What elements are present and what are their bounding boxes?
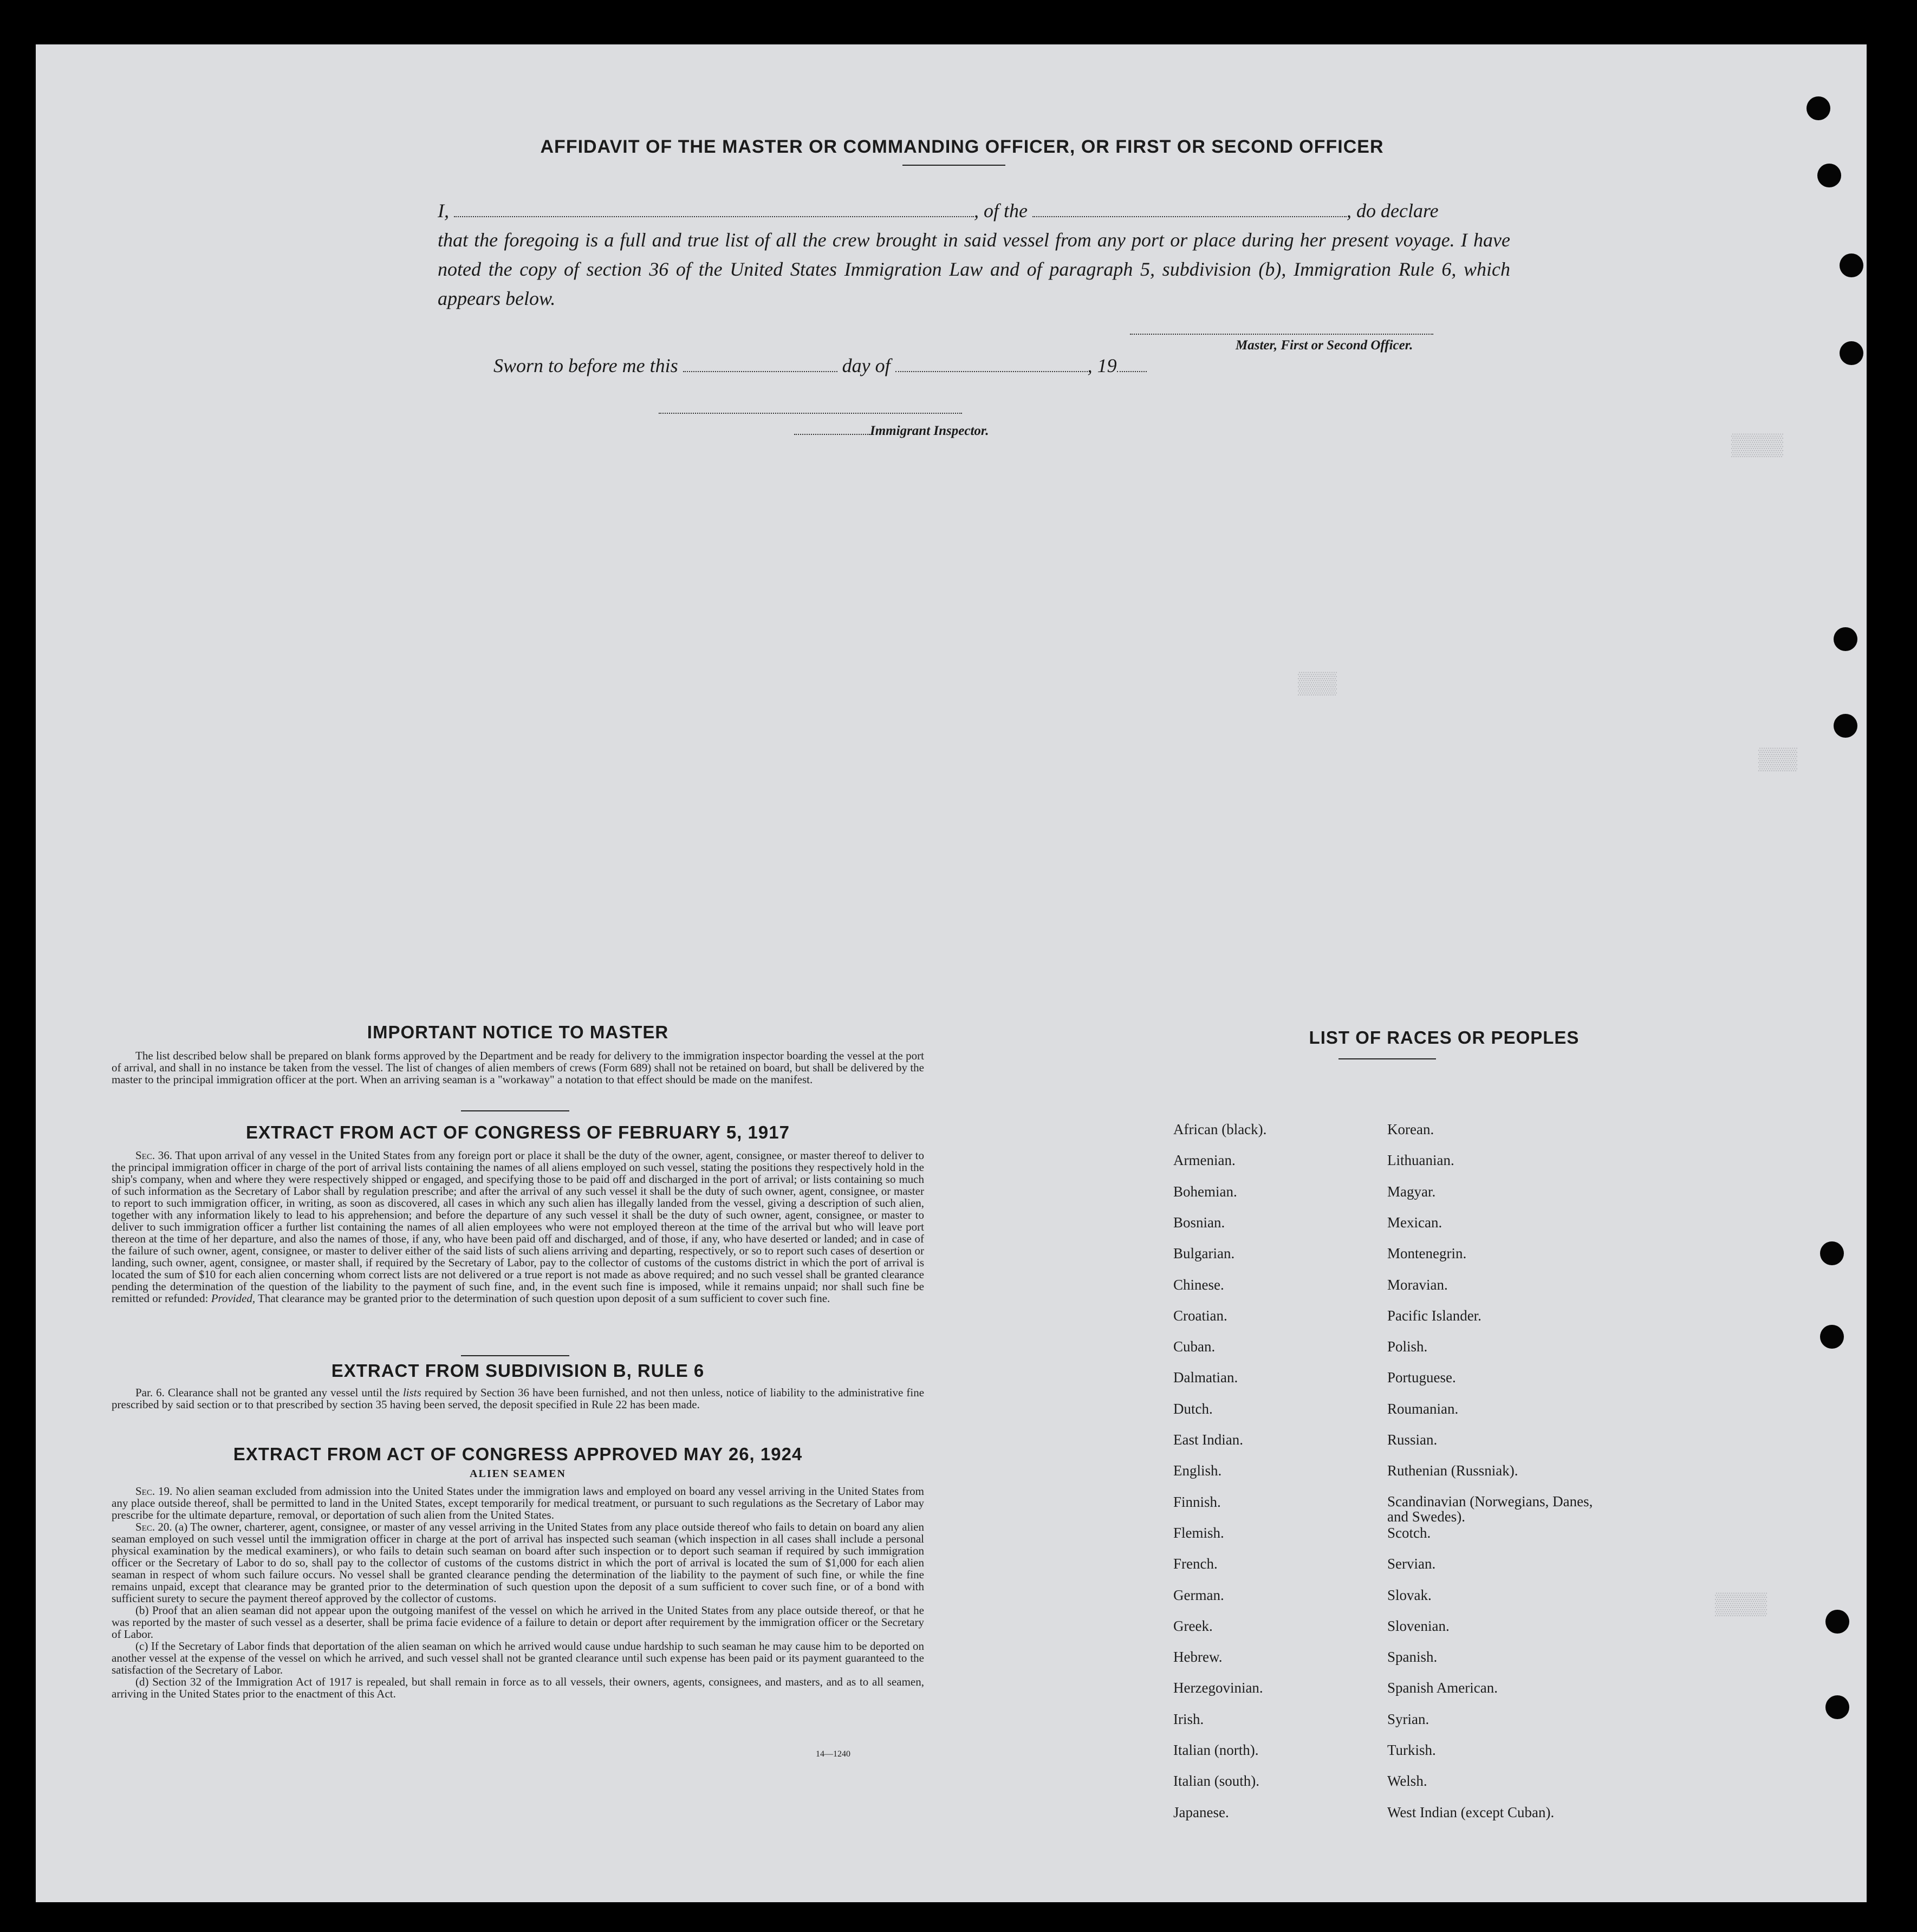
alien-seamen-subtitle: ALIEN SEAMEN (470, 1468, 566, 1480)
race-item: Servian. (1387, 1556, 1436, 1572)
title-underline (902, 165, 1005, 166)
race-item: Slovenian. (1387, 1618, 1450, 1634)
race-item: Russian. (1387, 1432, 1438, 1448)
race-item: East Indian. (1173, 1432, 1243, 1448)
par-6-text (112, 1387, 924, 1410)
day-of-label: day of (842, 355, 891, 376)
race-item: Bohemian. (1173, 1183, 1237, 1200)
form-number: 14—1240 (816, 1749, 850, 1759)
race-item: Armenian. (1173, 1152, 1236, 1168)
race-item: French. (1173, 1556, 1218, 1572)
race-item: Scandinavian (Norwegians, Danes, and Swedes). (1387, 1493, 1593, 1525)
bleed-through-mark: ▒▒▒ (1758, 749, 1798, 773)
race-item: Greek. (1173, 1618, 1213, 1634)
section-19-body: No alien seaman excluded from admission into the United States under the immigration laws and employed on board any vessel arriving in the United States from any place outside thereof, shall be permitted to land in the United States, except temporarily for medical treatment, or pursuant to such regulations as the Secretary of Labor may prescribe for the ultimate departure, removal, or deportation of such alien from the United States. (112, 1485, 925, 1521)
races-title-underline (1338, 1058, 1436, 1059)
race-item: Spanish American. (1387, 1680, 1498, 1696)
race-item: Chinese. (1173, 1277, 1224, 1293)
form-sheet (36, 44, 1867, 1902)
race-item: Korean. (1387, 1121, 1434, 1137)
binder-hole (1825, 1610, 1849, 1634)
sworn-line (493, 354, 1147, 377)
race-item: Slovak. (1387, 1587, 1432, 1603)
race-item: Herzegovinian. (1173, 1680, 1263, 1696)
affidavit-title: AFFIDAVIT OF THE MASTER OR COMMANDING OFFICER, OR FIRST OR SECOND OFFICER (540, 136, 1384, 157)
race-item: Dalmatian. (1173, 1369, 1238, 1385)
section-36-body: That upon arrival of any vessel in the United States from any foreign port or place it shall be the duty of the owner, agent, consignee, or master thereof to deliver to the principal immigration officer in charge of the port of arrival lists containing the names of all aliens employed on such vessel, stating the positions they respectively hold in the ship's company, when and where they were respectively shipped or engaged, and specifying those to be paid off and discharged in the port of arrival; or lists containing so much of such information as the Secretary of Labor shall by regulation prescribe; and after the arrival of any such vessel it shall be the duty of such owner, agent, consignee, or master to report to such immigration officer, in writing, as soon as discovered, all cases in which any such alien has illegally landed from the vessel, giving a description of such alien, together with any information likely to lead to his apprehension; and before the departure of any such vessel it shall be the duty of such owner, agent, consignee, or master to deliver to such immigration officer a further list containing the names of all alien employees who were not employed thereon at the time of the arrival but who will leave port thereon at the time of her departure, and also the names of those, if any, who have been paid off and discharged, and of those, if any, who have deserted or landed; and in case of the failure of such owner, agent, consignee, or master to deliver either of the said lists of such aliens arriving and departing, respectively, or so to report such cases of desertion or landing, such owner, agent, consignee, or master shall, if required by the Secretary of Labor, pay to the collector of customs of the customs district in which the port of arrival is located the sum of $10 for each alien concerning whom correct lists are not delivered or a true report is not made as above required; and no such vessel shall be granted clearance pending the determination of the question of the liability to the payment of such fine, and, in the event such fine is imposed, while it remains unpaid; nor shall such fine be remitted or refunded: (112, 1149, 924, 1305)
bleed-through-mark: ▒▒▒▒ (1731, 434, 1784, 459)
master-signature-line[interactable] (1130, 334, 1433, 335)
section-36-text (112, 1149, 924, 1304)
race-item: Turkish. (1387, 1742, 1436, 1758)
races-title: LIST OF RACES OR PEOPLES (1309, 1027, 1580, 1048)
act-1924-title: EXTRACT FROM ACT OF CONGRESS APPROVED MAY 26, 1924 (233, 1444, 803, 1464)
bleed-through-mark: ▒▒▒▒ (1715, 1593, 1767, 1618)
race-item: Italian (north). (1173, 1742, 1259, 1758)
sworn-day-field[interactable] (683, 355, 837, 372)
race-item: Spanish. (1387, 1649, 1438, 1665)
act-1917-title: EXTRACT FROM ACT OF CONGRESS OF FEBRUARY 5, 1917 (246, 1122, 790, 1142)
notice-title: IMPORTANT NOTICE TO MASTER (367, 1022, 669, 1042)
par-6-after: required by Section 36 have been furnished, and not then unless, notice of liability to the administrative fine prescribed by said section or to that prescribed by section 35 having been served, the deposit specified in Rule 22 has been made. (112, 1386, 925, 1411)
race-item: Syrian. (1387, 1711, 1429, 1727)
race-item: English. (1173, 1462, 1222, 1479)
officer-name-field[interactable] (454, 200, 974, 217)
of-the-label: , of the (974, 200, 1028, 222)
race-item: Mexican. (1387, 1214, 1442, 1231)
notice-text: The list described below shall be prepared on blank forms approved by the Department and be ready for delivery to the immigration inspector boarding the vessel at the port of arrival, and shall in no instance be taken from the vessel. The list of changes of alien members of crews (Form 689) shall not be retained on board, but shall be delivered by the master to the principal immigration officer at the port. When an arriving seaman is a "workaway" a notation to that effect should be made on the manifest. (112, 1049, 924, 1086)
binder-hole (1806, 96, 1830, 120)
section-19-text (112, 1485, 924, 1521)
act-1917-paragraph (112, 1149, 924, 1304)
sworn-month-field[interactable] (895, 355, 1088, 372)
race-item: Magyar. (1387, 1183, 1436, 1200)
binder-hole (1840, 253, 1863, 277)
section-20b-text: (b) Proof that an alien seaman did not appear upon the outgoing manifest of the vessel on which he arrived in the United States from any place outside thereof, or that he was reported by the master of such vessel as a deserter, shall be prima facie evidence of a failure to detain or deport after requirement by the immigration officer or the Secretary of Labor. (112, 1604, 924, 1641)
race-item: Irish. (1173, 1711, 1204, 1727)
race-item: Scotch. (1387, 1525, 1431, 1541)
section-36-label: Sec. 36. (135, 1149, 172, 1162)
notice-divider (461, 1110, 569, 1111)
master-signature-caption: Master, First or Second Officer. (1236, 338, 1413, 353)
vessel-name-field[interactable] (1032, 200, 1347, 217)
bleed-through-mark: ▒▒▒ (1298, 673, 1337, 697)
sworn-prefix: Sworn to before me this (493, 355, 678, 376)
section-20a-body: (a) The owner, charterer, agent, consignee, or master of any vessel arriving in the United States from any place outside thereof who fails to detain on board any alien seaman employed on such vessel until the immigration officer in charge at the port of arrival has inspected such seaman (which inspection in all cases shall include a personal physical examination by the medical examiners), or who fails to detain such seaman on board after such inspection or to deport such seaman if required by such immigration officer or the Secretary of Labor to do so, shall pay to the collector of customs of the customs district in which the port of arrival is located the sum of $1,000 for each alien seaman in respect of whom such failure occurs. No vessel shall be granted clearance pending the determination of the liability to the payment of such fine, or while the fine remains unpaid, except that clearance may be granted prior to the determination of such question upon the deposit of a sum sufficient to cover such fine, or of a bond with sufficient surety to secure the payment thereof approved by the collector of customs. (112, 1520, 925, 1605)
binder-hole (1834, 714, 1857, 738)
race-item: Lithuanian. (1387, 1152, 1454, 1168)
race-item: Montenegrin. (1387, 1245, 1467, 1261)
inspector-caption: Immigrant Inspector. (870, 424, 989, 438)
binder-hole (1825, 1695, 1849, 1719)
race-item: Portuguese. (1387, 1369, 1456, 1385)
proviso-text: That clearance may be granted prior to the determination of such question upon deposit of a sum sufficient to cover such fine. (258, 1292, 830, 1305)
notice-paragraph (112, 1050, 924, 1085)
declaration-body: that the foregoing is a full and true list of all the crew brought in said vessel from any port or place during her present voyage. I have noted the copy of section 36 of the United States Immigration Law and of paragraph 5, subdivision (b), Immigration Rule 6, which appears below. (438, 229, 1510, 309)
race-item: Dutch. (1173, 1401, 1213, 1417)
race-item: Polish. (1387, 1338, 1428, 1355)
race-item: Bosnian. (1173, 1214, 1225, 1231)
race-item: Hebrew. (1173, 1649, 1223, 1665)
year-prefix: , 19 (1087, 355, 1117, 376)
binder-hole (1820, 1241, 1844, 1265)
race-item: Roumanian. (1387, 1401, 1459, 1417)
section-19-label: Sec. 19. (135, 1485, 173, 1498)
section-20c-text: (c) If the Secretary of Labor finds that deportation of the alien seaman on which he arrived would cause undue hardship to such seaman he may cause him to be deported on another vessel at the expense of the vessel on which he arrived, and such vessel shall not be granted clearance until such expense has been paid or its payment guaranteed to the satisfaction of the Secretary of Labor. (112, 1640, 924, 1676)
inspector-signature-line[interactable] (659, 413, 962, 414)
do-declare-label: , do declare (1346, 200, 1439, 222)
race-item: Flemish. (1173, 1525, 1224, 1541)
race-item: Japanese. (1173, 1804, 1229, 1820)
binder-hole (1840, 341, 1863, 365)
act-1924-paragraphs (112, 1485, 924, 1700)
race-item: Pacific Islander. (1387, 1307, 1481, 1324)
inspector-line (794, 424, 989, 439)
declaration-line-1 (438, 196, 1510, 225)
race-item: Moravian. (1387, 1277, 1448, 1293)
binder-hole (1817, 164, 1841, 187)
act-1917-divider (461, 1355, 569, 1356)
binder-hole (1834, 627, 1857, 651)
section-20d-text: (d) Section 32 of the Immigration Act of 1917 is repealed, but shall remain in force as to all vessels, their owners, agents, consignees, and masters, and as to all seamen, arriving in the United States prior to the enactment of this Act. (112, 1675, 924, 1700)
race-item: Croatian. (1173, 1307, 1227, 1324)
par-6-before: Par. 6. Clearance shall not be granted any vessel until the (135, 1386, 400, 1399)
race-item: Italian (south). (1173, 1773, 1259, 1789)
race-item: Welsh. (1387, 1773, 1427, 1789)
lists-word: lists (402, 1386, 421, 1399)
race-item: German. (1173, 1587, 1224, 1603)
affidavit-declaration (438, 196, 1510, 313)
section-20-label: Sec. 20. (135, 1520, 172, 1533)
race-item: Cuban. (1173, 1338, 1216, 1355)
race-item: Finnish. (1173, 1494, 1221, 1510)
pronoun-i: I, (438, 200, 449, 222)
subdivision-b-title: EXTRACT FROM SUBDIVISION B, RULE 6 (331, 1361, 705, 1381)
race-item: West Indian (except Cuban). (1387, 1804, 1555, 1820)
race-item: Bulgarian. (1173, 1245, 1235, 1261)
inspector-name-field[interactable] (794, 424, 870, 435)
proviso-label: Provided, (211, 1292, 256, 1305)
binder-hole (1820, 1325, 1844, 1349)
race-item: Ruthenian (Russniak). (1387, 1462, 1518, 1479)
subdivision-b-paragraph (112, 1387, 924, 1410)
sworn-year-field[interactable] (1117, 355, 1147, 372)
section-20a-text (112, 1521, 924, 1604)
race-item: African (black). (1173, 1121, 1267, 1137)
